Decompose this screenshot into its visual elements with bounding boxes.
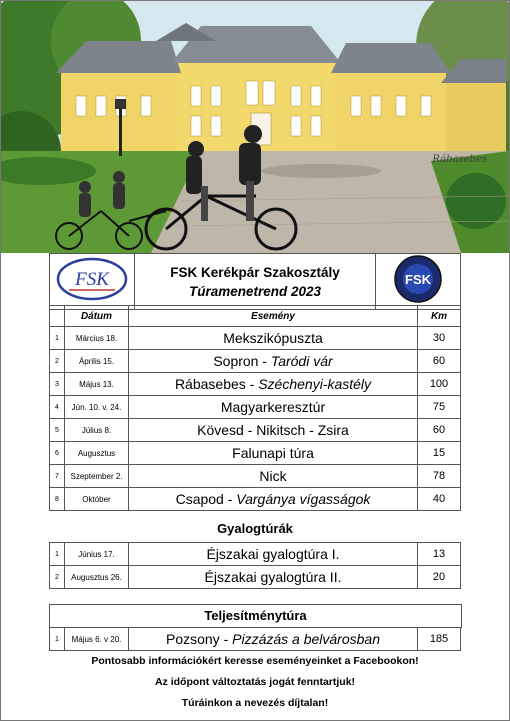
table-row xyxy=(50,350,461,373)
event-text: Sopron - xyxy=(213,353,271,369)
header-date: Dátum xyxy=(65,306,129,327)
row-num: 1 xyxy=(50,327,65,350)
footer-facebook-note: Pontosabb információkért keresse eseményeinket a Facebookon! xyxy=(91,655,419,667)
table-row xyxy=(50,419,461,442)
row-event xyxy=(129,442,418,465)
walking-table xyxy=(49,542,461,589)
table-row xyxy=(50,488,461,511)
row-km: 60 xyxy=(418,350,461,373)
left-logo-cell xyxy=(50,254,135,310)
table-row xyxy=(50,628,461,651)
row-num: 2 xyxy=(50,566,65,589)
row-date: Május 6. v 20. xyxy=(65,628,129,651)
footer-change-note: Az időpont változtatás jogát fenntartjuk! xyxy=(154,676,356,688)
club-title: FSK Kerékpár Szakosztály xyxy=(170,264,340,280)
row-num: 8 xyxy=(50,488,65,511)
row-event xyxy=(129,628,418,651)
fsk-logo-left xyxy=(55,256,129,302)
table-row xyxy=(50,373,461,396)
table-row xyxy=(50,327,461,350)
row-num: 5 xyxy=(50,419,65,442)
event-text: Nick xyxy=(259,468,287,484)
cycling-table xyxy=(49,305,461,511)
event-italic-text: Vargánya vígasságok xyxy=(236,491,371,507)
row-km: 185 xyxy=(418,628,461,651)
row-km: 40 xyxy=(418,488,461,511)
schedule-subtitle: Túramenetrend 2023 xyxy=(188,283,322,299)
fsk-logo-right xyxy=(393,254,443,304)
row-num: 7 xyxy=(50,465,65,488)
row-event xyxy=(129,488,418,511)
event-text: Rábasebes - xyxy=(174,376,259,392)
footer-free-entry-note: Túráinkon a nevezés díjtalan! xyxy=(181,697,329,709)
castle-photo xyxy=(1,1,509,253)
row-event xyxy=(129,419,418,442)
walking-section-title: Gyalogtúrák xyxy=(217,521,293,536)
table-row xyxy=(50,566,461,589)
row-num: 4 xyxy=(50,396,65,419)
table-row xyxy=(50,465,461,488)
row-num: 2 xyxy=(50,350,65,373)
row-event: Éjszakai gyalogtúra I. xyxy=(129,543,418,566)
row-date: Jún. 10. v. 24. xyxy=(65,396,129,419)
event-text: Falunapi túra xyxy=(232,445,314,461)
logo-left-text: FSK xyxy=(75,269,109,290)
row-event: Éjszakai gyalogtúra II. xyxy=(129,566,418,589)
event-text: Pozsony - xyxy=(165,631,233,647)
header-num xyxy=(50,306,65,327)
row-km: 13 xyxy=(418,543,461,566)
row-event xyxy=(129,465,418,488)
event-text: Kövesd - Nikitsch - Zsira xyxy=(197,422,349,438)
title-cell xyxy=(135,254,376,310)
row-km: 30 xyxy=(418,327,461,350)
table-row xyxy=(50,442,461,465)
row-event xyxy=(129,350,418,373)
event-italic-text: Taródi vár xyxy=(270,353,333,369)
header-event: Esemény xyxy=(129,306,418,327)
row-date: Október xyxy=(65,488,129,511)
table-header-row xyxy=(50,306,461,327)
logo-right-text: FSK xyxy=(405,272,431,287)
row-km: 20 xyxy=(418,566,461,589)
row-event xyxy=(129,373,418,396)
row-num: 6 xyxy=(50,442,65,465)
title-table xyxy=(49,253,461,310)
row-km: 78 xyxy=(418,465,461,488)
row-event xyxy=(129,396,418,419)
row-date: Augusztus 26. xyxy=(65,566,129,589)
event-italic-text: Széchenyi-kastély xyxy=(258,376,372,392)
row-km: 100 xyxy=(418,373,461,396)
event-text: Magyarkeresztúr xyxy=(220,399,326,415)
right-logo-cell xyxy=(376,254,461,310)
row-num: 1 xyxy=(50,543,65,566)
row-date: Március 18. xyxy=(65,327,129,350)
event-text: Mekszikópuszta xyxy=(223,330,323,346)
header-km: Km xyxy=(418,306,461,327)
row-km: 15 xyxy=(418,442,461,465)
row-date: Április 15. xyxy=(65,350,129,373)
row-km: 60 xyxy=(418,419,461,442)
row-date: Július 8. xyxy=(65,419,129,442)
row-date: Május 13. xyxy=(65,373,129,396)
row-num: 1 xyxy=(50,628,65,651)
row-km: 75 xyxy=(418,396,461,419)
table-row xyxy=(50,396,461,419)
table-row xyxy=(50,543,461,566)
event-italic-text: Pizzázás a belvárosban xyxy=(232,631,380,647)
row-date: Június 17. xyxy=(65,543,129,566)
performance-section-title: Teljesítménytúra xyxy=(49,604,462,628)
row-event xyxy=(129,327,418,350)
row-date: Augusztus xyxy=(65,442,129,465)
photo-watermark: Rábasebes xyxy=(432,154,487,165)
row-date: Szeptember 2. xyxy=(65,465,129,488)
castle-illustration xyxy=(1,1,509,253)
event-text: Csapod - xyxy=(175,491,237,507)
performance-table xyxy=(49,627,461,651)
row-num: 3 xyxy=(50,373,65,396)
